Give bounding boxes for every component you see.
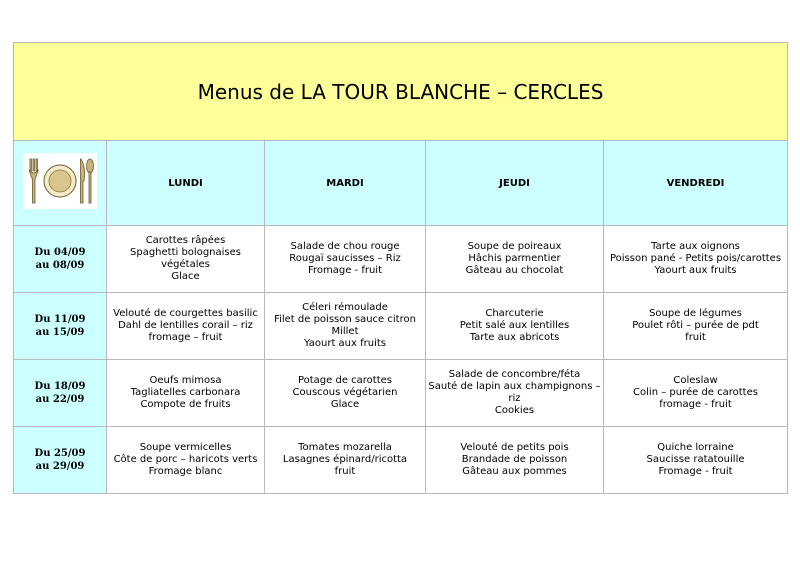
meal-item: Gâteau au chocolat [465,265,564,276]
meal-item: Tagliatelles carbonara [130,387,241,398]
meal-cell [426,360,604,427]
meal-item: Brandade de poisson [461,454,568,465]
meal-item: Céleri rémoulade [302,302,388,313]
meal-item: Tarte aux oignons [651,241,740,252]
meal-cell [265,427,426,494]
meal-item: Potage de carottes [297,375,393,386]
meal-cell [107,360,265,427]
menu-table [13,42,788,494]
week-row [14,360,788,427]
meal-item: Gâteau aux pommes [462,466,567,477]
meal-item: Fromage blanc [148,466,223,477]
meal-cell [265,360,426,427]
week-date-line: Du 18/09 [34,381,86,392]
meal-item: Côte de porc – haricots verts [113,454,258,465]
meal-cell [604,427,788,494]
meal-cell [107,427,265,494]
day-header-mardi: MARDI [265,141,426,226]
meal-cell [604,293,788,360]
day-header-lundi: LUNDI [107,141,265,226]
meal-item: Carottes râpées [145,235,226,246]
meal-cell [604,226,788,293]
week-date-line: au 29/09 [35,461,85,472]
week-dates [14,293,107,360]
week-date-line: au 22/09 [35,394,85,405]
meal-item: Soupe vermicelles [139,442,232,453]
meal-item: Poulet rôti – purée de pdt [632,320,759,331]
meal-item: Compote de fruits [140,399,231,410]
week-date-line: Du 11/09 [34,314,86,325]
meal-item: Glace [330,399,360,410]
week-dates [14,226,107,293]
meal-item: Cookies [494,405,535,416]
week-date-line: au 15/09 [35,327,85,338]
meal-item: Hâchis parmentier [468,253,561,264]
meal-cell [426,427,604,494]
meal-cell [265,293,426,360]
meal-cell [107,293,265,360]
meal-item: Oeufs mimosa [149,375,222,386]
week-date-line: Du 04/09 [34,247,86,258]
meal-item: fromage – fruit [148,332,223,343]
meal-item: Salade de concombre/féta [448,369,581,380]
week-date-line: au 08/09 [35,260,85,271]
meal-item: Colin – purée de carottes [633,387,758,398]
meal-item: Velouté de courgettes basilic [113,308,258,319]
week-dates [14,360,107,427]
meal-cell [426,226,604,293]
meal-item: Fromage - fruit [307,265,383,276]
week-row [14,226,788,293]
meal-item: Yaourt aux fruits [304,338,386,349]
meal-item: fruit [334,466,356,477]
meal-item: Glace [171,271,200,282]
meal-item: Saucisse ratatouille [646,454,745,465]
meal-cell [265,226,426,293]
week-date-line: Du 25/09 [34,448,86,459]
meal-item: Soupe de légumes [649,308,742,319]
meal-cell [426,293,604,360]
meal-item: Dahl de lentilles corail – riz [118,320,253,331]
meal-cell [604,360,788,427]
meal-item: Filet de poisson sauce citron [274,314,416,325]
meal-item: Tarte aux abricots [469,332,560,343]
day-header-vendredi: VENDREDI [604,141,788,226]
week-row [14,427,788,494]
meal-item: Millet [331,326,359,337]
plate-cutlery-icon [23,153,97,209]
meal-item: Soupe de poireaux [467,241,562,252]
day-header-jeudi: JEUDI [426,141,604,226]
meal-item: Quiche lorraine [657,442,734,453]
meal-item: Tomates mozarella [298,442,392,453]
meal-item: Coleslaw [673,375,718,386]
meal-item: Yaourt aux fruits [654,265,737,276]
week-dates [14,427,107,494]
meal-item: Spaghetti bolognaises végétales [130,247,241,270]
header-row [14,141,788,226]
meal-item: Poisson pané - Petits pois/carottes [609,253,782,264]
icon-cell [14,141,107,226]
meal-item: Velouté de petits pois [460,442,569,453]
week-row [14,293,788,360]
meal-item: Petit salé aux lentilles [459,320,570,331]
meal-item: Couscous végétarien [292,387,398,398]
meal-item: Lasagnes épinard/ricotta [282,454,408,465]
meal-cell [107,226,265,293]
meal-item: fruit [685,332,706,343]
meal-item: Salade de chou rouge [290,241,400,252]
meal-item: Charcuterie [485,308,544,319]
meal-item: Rougaï saucisses – Riz [289,253,401,264]
meal-item: fromage - fruit [659,399,732,410]
page-title: Menus de LA TOUR BLANCHE – CERCLES [14,43,788,141]
meal-item: Sauté de lapin aux champignons – riz [428,381,601,404]
meal-item: Fromage - fruit [658,466,733,477]
